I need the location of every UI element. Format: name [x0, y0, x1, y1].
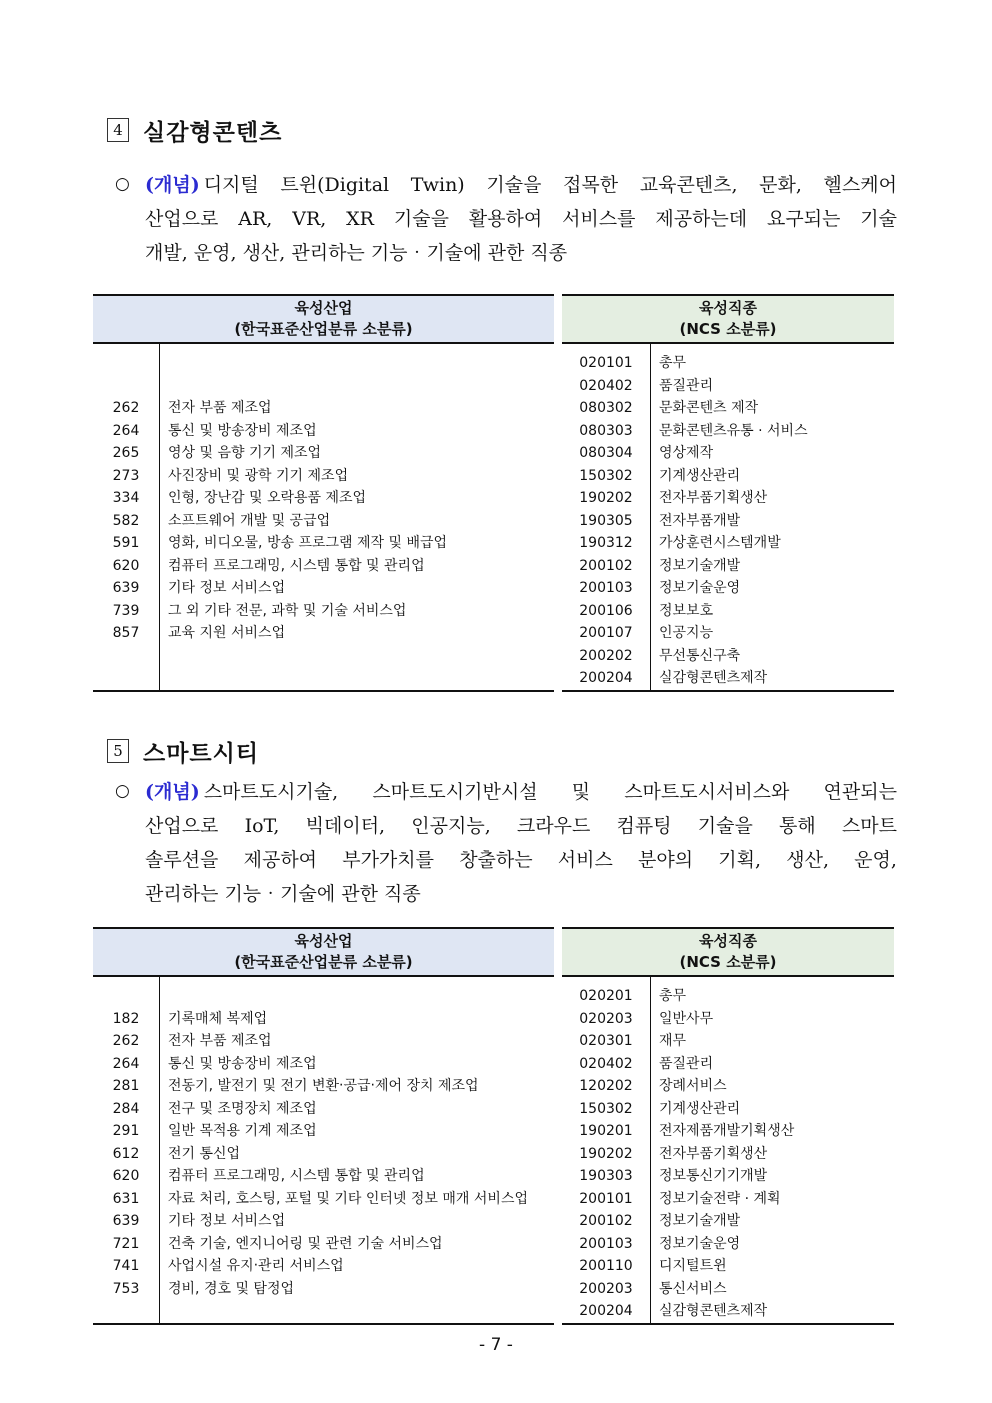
- concept-label: (개념): [145, 174, 200, 196]
- table-row: [93, 397, 554, 420]
- table-row: [93, 555, 554, 578]
- row-code: 753: [112, 1280, 140, 1297]
- table-row: [93, 985, 554, 1008]
- row-name: 장례서비스: [651, 1075, 895, 1098]
- row-code: 020101: [579, 355, 633, 371]
- row-name: 정보기술개발: [651, 1210, 895, 1233]
- table-header: 육성직종 (NCS 소분류): [562, 928, 894, 976]
- row-code: 631: [112, 1190, 140, 1207]
- row-code: 200106: [579, 602, 633, 619]
- row-name: 정보보호: [651, 600, 895, 623]
- section-title: 실감형콘텐츠: [143, 119, 283, 146]
- table-row: [93, 1233, 554, 1256]
- table-row: [93, 1300, 554, 1324]
- table-row: [93, 622, 554, 645]
- row-code: 264: [112, 1055, 140, 1072]
- table-row: [93, 1143, 554, 1166]
- row-name: 영상 및 음향 기기 제조업: [160, 442, 555, 465]
- row-code: 020203: [579, 1010, 633, 1027]
- row-name: [160, 352, 555, 375]
- row-code: 200102: [579, 1213, 633, 1229]
- row-name: 일반사무: [651, 1008, 895, 1031]
- table-row: [93, 487, 554, 510]
- row-name: 교육 지원 서비스업: [160, 622, 555, 645]
- table-row: [562, 1255, 894, 1278]
- row-name: 기록매체 복제업: [160, 1008, 555, 1031]
- row-name: 인형, 장난감 및 오락용품 제조업: [160, 487, 555, 510]
- row-code: 020201: [579, 988, 633, 1004]
- row-name: 전구 및 조명장치 제조업: [160, 1098, 555, 1121]
- row-name: 통신 및 방송장비 제조업: [160, 420, 555, 443]
- table-row: [93, 577, 554, 600]
- table-row: [93, 1120, 554, 1143]
- table-row: [93, 442, 554, 465]
- row-name: 문화콘텐츠 제작: [651, 397, 895, 420]
- row-code: 200102: [579, 557, 633, 574]
- table-row: [562, 1165, 894, 1188]
- row-name: 기타 정보 서비스업: [160, 577, 555, 600]
- row-name: 경비, 경호 및 탐정업: [160, 1278, 555, 1301]
- table-row: [562, 1075, 894, 1098]
- row-name: 전자 부품 제조업: [160, 1030, 555, 1053]
- row-name: 컴퓨터 프로그래밍, 시스템 통합 및 관리업: [160, 1165, 555, 1188]
- table-spacer: [93, 976, 554, 985]
- table-row: [93, 1098, 554, 1121]
- paragraph-line: 개발, 운영, 생산, 관리하는 기능‧기술에 관한 직종: [145, 242, 568, 264]
- table-row: [562, 667, 894, 691]
- table-spacer: [562, 976, 894, 985]
- row-name: 전자부품기획생산: [651, 487, 895, 510]
- table-row: [562, 1300, 894, 1324]
- row-name: 소프트웨어 개발 및 공급업: [160, 510, 555, 533]
- row-name: 전기 통신업: [160, 1143, 555, 1166]
- row-name: 총무: [651, 352, 895, 375]
- row-name: 전자부품기획생산: [651, 1143, 895, 1166]
- row-code: 612: [112, 1145, 140, 1162]
- row-name: [160, 1300, 555, 1324]
- table-row: [562, 1098, 894, 1121]
- row-code: 190312: [579, 535, 633, 551]
- row-code: 020402: [579, 377, 633, 394]
- row-code: [93, 667, 160, 691]
- row-name: 통신 및 방송장비 제조업: [160, 1053, 555, 1076]
- paragraph-line: 관리하는 기능‧기술에 관한 직종: [145, 883, 421, 905]
- row-name: 실감형콘텐츠제작: [651, 1300, 895, 1324]
- table-row: [562, 510, 894, 533]
- table-row: [93, 1030, 554, 1053]
- row-code: 200101: [579, 1190, 633, 1207]
- row-code: 200110: [579, 1258, 633, 1274]
- row-code: [93, 1300, 160, 1324]
- row-code: 080302: [579, 400, 633, 416]
- table-header: 육성산업 (한국표준산업분류 소분류): [93, 295, 554, 343]
- table-row: [562, 352, 894, 375]
- row-code: 020402: [579, 1055, 633, 1072]
- paragraph-line: (개념) 스마트도시기술, 스마트도시기반시설 및 스마트도시서비스와 연관되는: [145, 781, 897, 803]
- table-row: [562, 645, 894, 668]
- table-row: [562, 1278, 894, 1301]
- row-code: 080303: [579, 422, 633, 439]
- row-code: 741: [112, 1258, 140, 1274]
- table-spacer: [562, 343, 894, 352]
- row-name: 품질관리: [651, 1053, 895, 1076]
- job-table: [562, 927, 894, 1325]
- row-code: 264: [112, 422, 140, 439]
- row-code: 857: [112, 625, 140, 641]
- row-name: 기계생산관리: [651, 1098, 895, 1121]
- table-row: [93, 1075, 554, 1098]
- row-name: 건축 기술, 엔지니어링 및 관련 기술 서비스업: [160, 1233, 555, 1256]
- industry-table: [93, 294, 554, 692]
- section-title: 스마트시티: [143, 740, 260, 767]
- page-number: - 7 -: [479, 1335, 513, 1355]
- row-code: 120202: [579, 1078, 633, 1094]
- row-name: 통신서비스: [651, 1278, 895, 1301]
- row-code: 291: [112, 1123, 140, 1139]
- row-name: 정보기술개발: [651, 555, 895, 578]
- row-code: 150302: [579, 1100, 633, 1117]
- table-row: [562, 532, 894, 555]
- table-row: [93, 375, 554, 398]
- bullet: ○: [115, 174, 130, 194]
- row-code: [93, 645, 160, 668]
- industry-table: [93, 927, 554, 1325]
- row-name: 영상제작: [651, 442, 895, 465]
- paragraph-line: 솔루션을 제공하여 부가가치를 창출하는 서비스 분야의 기획, 생산, 운영,: [145, 849, 897, 871]
- row-code: 582: [112, 512, 140, 529]
- table-row: [93, 667, 554, 691]
- table-row: [562, 465, 894, 488]
- table-row: [93, 645, 554, 668]
- table-row: [93, 420, 554, 443]
- row-name: 총무: [651, 985, 895, 1008]
- row-code: [93, 352, 160, 375]
- bullet: ○: [115, 781, 130, 801]
- row-name: 사진장비 및 광학 기기 제조업: [160, 465, 555, 488]
- table-row: [93, 1188, 554, 1211]
- table-row: [562, 1233, 894, 1256]
- row-name: 디지털트윈: [651, 1255, 895, 1278]
- table-row: [562, 600, 894, 623]
- row-name: 기계생산관리: [651, 465, 895, 488]
- row-name: 실감형콘텐츠제작: [651, 667, 895, 691]
- table-row: [562, 442, 894, 465]
- concept-paragraph: [145, 168, 897, 270]
- section-heading: [107, 115, 282, 145]
- section-number-box: 4: [107, 118, 129, 142]
- row-name: 무선통신구축: [651, 645, 895, 668]
- table-row: [562, 1008, 894, 1031]
- row-name: [160, 645, 555, 668]
- table-row: [562, 622, 894, 645]
- table-row: [562, 577, 894, 600]
- table-row: [562, 1188, 894, 1211]
- table-row: [562, 1210, 894, 1233]
- row-code: 334: [112, 490, 140, 506]
- row-code: 639: [112, 1213, 140, 1229]
- row-code: [93, 375, 160, 398]
- row-name: [160, 667, 555, 691]
- row-code: 262: [112, 400, 140, 416]
- table-row: [562, 420, 894, 443]
- row-name: 인공지능: [651, 622, 895, 645]
- table-row: [562, 1030, 894, 1053]
- row-name: 품질관리: [651, 375, 895, 398]
- row-code: 262: [112, 1033, 140, 1049]
- table-row: [562, 1053, 894, 1076]
- row-code: 200103: [579, 1235, 633, 1252]
- row-name: 사업시설 유지‧관리 서비스업: [160, 1255, 555, 1278]
- table-row: [93, 532, 554, 555]
- table-spacer: [93, 343, 554, 352]
- row-name: 전자부품개발: [651, 510, 895, 533]
- table-row: [562, 555, 894, 578]
- table-header: 육성산업 (한국표준산업분류 소분류): [93, 928, 554, 976]
- row-code: 739: [112, 602, 140, 619]
- row-name: 그 외 기타 전문, 과학 및 기술 서비스업: [160, 600, 555, 623]
- row-code: 284: [112, 1100, 140, 1117]
- row-name: 전자제품개발기획생산: [651, 1120, 895, 1143]
- row-name: 전자 부품 제조업: [160, 397, 555, 420]
- row-code: 190303: [579, 1168, 633, 1184]
- table-row: [562, 985, 894, 1008]
- row-name: [160, 985, 555, 1008]
- table-row: [93, 352, 554, 375]
- table-row: [562, 1120, 894, 1143]
- row-code: 080304: [579, 445, 633, 461]
- row-name: 일반 목적용 기계 제조업: [160, 1120, 555, 1143]
- row-code: 150302: [579, 467, 633, 484]
- row-code: 200103: [579, 580, 633, 596]
- table-row: [93, 1165, 554, 1188]
- row-code: 639: [112, 580, 140, 596]
- row-name: 자료 처리, 호스팅, 포털 및 기타 인터넷 정보 매개 서비스업: [160, 1188, 555, 1211]
- row-code: 265: [112, 445, 140, 461]
- table-row: [93, 1008, 554, 1031]
- paragraph-line: (개념) 디지털 트윈(Digital Twin) 기술을 접목한 교육콘텐츠, 문화, 헬스케어: [145, 174, 897, 196]
- row-code: 190202: [579, 490, 633, 506]
- table-row: [562, 397, 894, 420]
- row-name: 정보기술운영: [651, 1233, 895, 1256]
- row-code: 200203: [579, 1280, 633, 1297]
- table-row: [93, 465, 554, 488]
- row-code: [93, 985, 160, 1008]
- row-code: 200204: [562, 1300, 651, 1324]
- row-name: 컴퓨터 프로그래밍, 시스템 통합 및 관리업: [160, 555, 555, 578]
- table-row: [562, 375, 894, 398]
- row-name: [160, 375, 555, 398]
- concept-paragraph: [145, 775, 897, 911]
- job-table: [562, 294, 894, 692]
- table-row: [93, 510, 554, 533]
- row-name: 전동기, 발전기 및 전기 변환‧공급‧제어 장치 제조업: [160, 1075, 555, 1098]
- row-code: 591: [112, 535, 140, 551]
- row-code: 721: [112, 1235, 140, 1252]
- section-heading: [107, 736, 259, 766]
- row-code: 190202: [579, 1145, 633, 1162]
- row-code: 182: [112, 1010, 140, 1027]
- row-name: 문화콘텐츠유통 · 서비스: [651, 420, 895, 443]
- paragraph-line: 산업으로 AR, VR, XR 기술을 활용하여 서비스를 제공하는데 요구되는 기술: [145, 208, 897, 230]
- row-code: 620: [112, 557, 140, 574]
- row-name: 영화, 비디오물, 방송 프로그램 제작 및 배급업: [160, 532, 555, 555]
- section-number-box: 5: [107, 739, 129, 763]
- row-name: 정보기술전략 · 계획: [651, 1188, 895, 1211]
- row-name: 정보통신기기개발: [651, 1165, 895, 1188]
- row-code: 190305: [579, 512, 633, 529]
- table-row: [93, 600, 554, 623]
- row-name: 기타 정보 서비스업: [160, 1210, 555, 1233]
- table-row: [93, 1255, 554, 1278]
- paragraph-line: 산업으로 IoT, 빅데이터, 인공지능, 크라우드 컴퓨팅 기술을 통해 스마트: [145, 815, 897, 837]
- table-header: 육성직종 (NCS 소분류): [562, 295, 894, 343]
- row-code: 200204: [562, 667, 651, 691]
- table-row: [93, 1053, 554, 1076]
- row-code: 190201: [579, 1123, 633, 1139]
- row-code: 273: [112, 467, 140, 484]
- concept-label: (개념): [145, 781, 200, 803]
- row-code: 620: [112, 1168, 140, 1184]
- row-name: 정보기술운영: [651, 577, 895, 600]
- row-name: 가상훈련시스템개발: [651, 532, 895, 555]
- row-name: 재무: [651, 1030, 895, 1053]
- row-code: 281: [112, 1078, 140, 1094]
- table-row: [562, 487, 894, 510]
- row-code: 020301: [579, 1033, 633, 1049]
- table-row: [562, 1143, 894, 1166]
- table-row: [93, 1210, 554, 1233]
- row-code: 200202: [579, 647, 633, 664]
- row-code: 200107: [579, 625, 633, 641]
- table-row: [93, 1278, 554, 1301]
